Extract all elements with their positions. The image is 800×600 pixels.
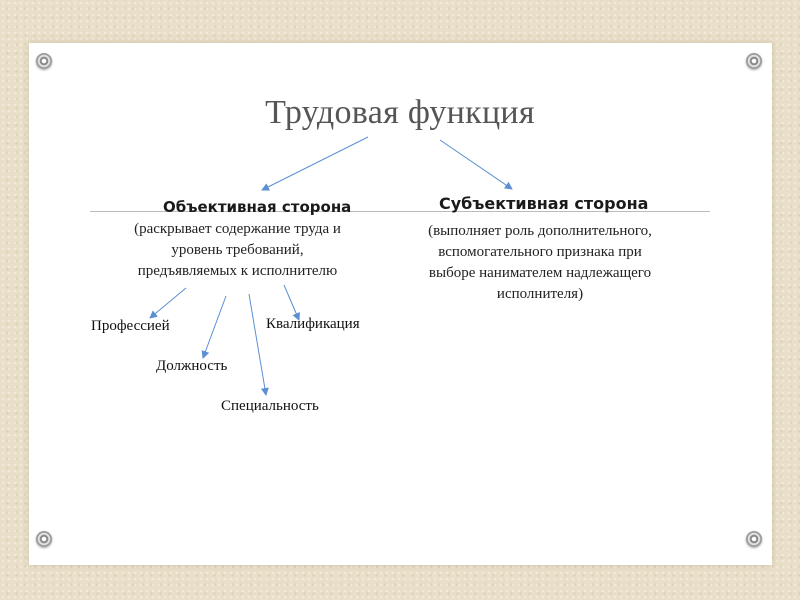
arrow-to-position [203, 296, 226, 358]
objective-description-line: предъявляемых к исполнителю [137, 263, 338, 279]
subjective-description-line: вспомогательного признака при [438, 244, 642, 260]
diagram-title: Трудовая функция [265, 94, 535, 131]
leaf-qualification: Квалификация [266, 316, 360, 332]
objective-heading: Объективная сторона [163, 198, 352, 216]
objective-description-line: (раскрывает содержание труда и [134, 221, 341, 237]
arrow-to-objective [262, 137, 368, 190]
subjective-description-line: (выполняет роль дополнительного, [428, 223, 652, 239]
objective-description [120, 219, 355, 282]
arrow-to-profession [150, 288, 186, 318]
arrow-to-subjective [440, 140, 512, 189]
leaf-specialty: Специальность [221, 398, 319, 414]
leaf-position: Должность [156, 358, 228, 374]
objective-description-line: уровень требований, [171, 242, 304, 258]
subjective-description-line: выборе нанимателем надлежащего [428, 265, 652, 281]
arrow-to-qualification [284, 285, 299, 320]
arrow-to-specialty [249, 294, 266, 395]
leaf-profession: Профессией [91, 318, 170, 334]
subjective-heading: Субъективная сторона [439, 194, 649, 213]
subjective-description-line: исполнителя) [496, 286, 584, 302]
subjective-description [410, 221, 670, 305]
